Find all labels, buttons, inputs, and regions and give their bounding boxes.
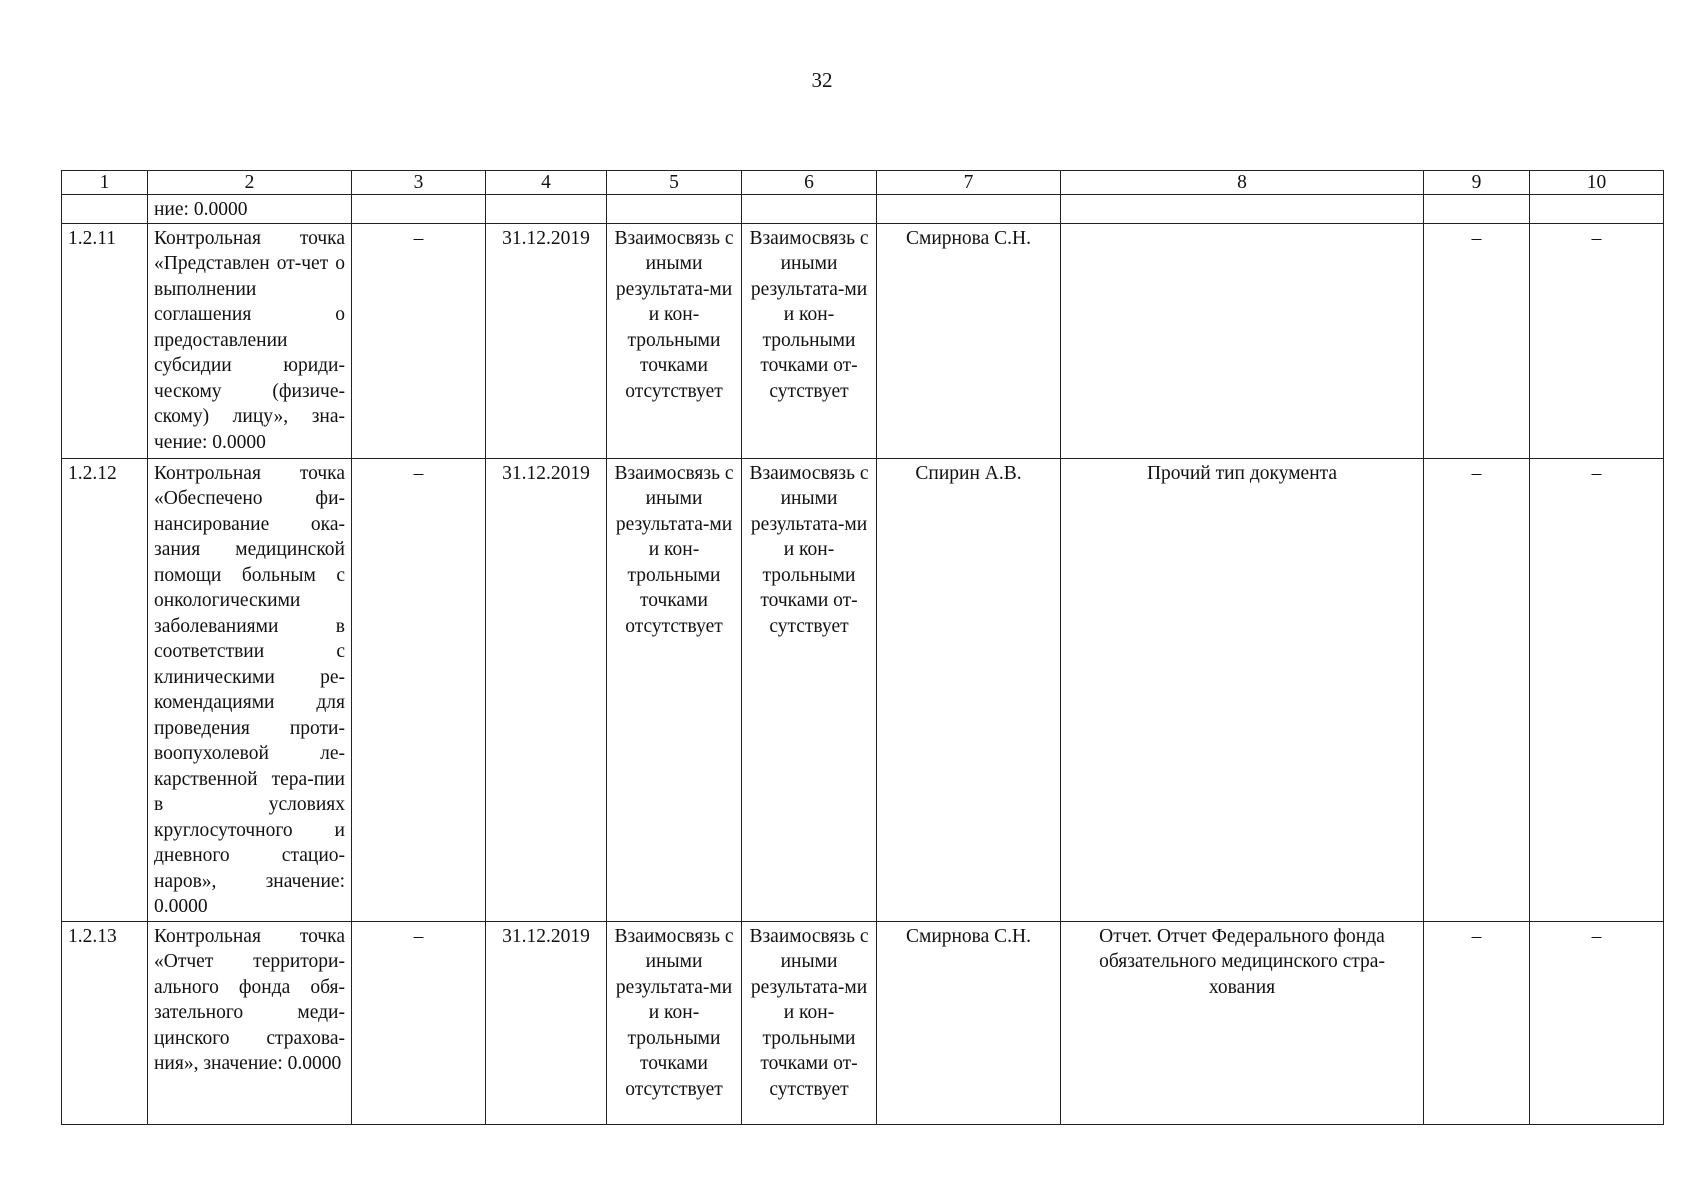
deadline-date: 31.12.2019: [486, 921, 607, 1124]
cell-col9: –: [1424, 223, 1530, 458]
continuation-row: [62, 195, 1664, 224]
control-point-name: Контрольная точка «Отчет территори-ального фонда обя-зательного меди-цинского страхова-ния», значение: 0.0000: [148, 921, 352, 1124]
relation-text: Взаимосвязь с иными результата-ми и кон-трольными точками отсутствует: [607, 458, 742, 921]
responsible-person: Смирнова С.Н.: [877, 223, 1061, 458]
column-number-header-row: [62, 171, 1664, 195]
cell-col10: –: [1530, 223, 1664, 458]
column-header: 1: [62, 171, 148, 195]
relation-text: Взаимосвязь с иными результата-ми и кон-трольными точками отсутствует: [607, 921, 742, 1124]
column-header: 3: [352, 171, 486, 195]
control-point-name: Контрольная точка «Обеспечено фи-нансирование ока-зания медицинской помощи больным с онкологическими заболеваниями в соответствии с клиническими ре-комендациями для проведения проти-воопухолевой ле-карственной тера-пии в условиях круглосуточного и дневного стацио-наров», значение: 0.0000: [148, 458, 352, 921]
cell-col9: –: [1424, 921, 1530, 1124]
document-type: Прочий тип документа: [1061, 458, 1424, 921]
row-number: 1.2.12: [62, 458, 148, 921]
document-type: [1061, 223, 1424, 458]
control-point-name: Контрольная точка «Представлен от-чет о выполнении соглашения о предоставлении субсидии юриди-ческому (физиче-скому) лицу», зна-чение: 0.0000: [148, 223, 352, 458]
column-header: 7: [877, 171, 1061, 195]
column-header: 5: [607, 171, 742, 195]
continuation-text: ние: 0.0000: [148, 195, 352, 224]
column-header: 8: [1061, 171, 1424, 195]
relation-text: Взаимосвязь с иными результата-ми и кон-трольными точками от-сутствует: [742, 223, 877, 458]
column-header: 4: [486, 171, 607, 195]
row-number: 1.2.11: [62, 223, 148, 458]
column-header: 2: [148, 171, 352, 195]
cell-col3: –: [352, 223, 486, 458]
relation-text: Взаимосвязь с иными результата-ми и кон-трольными точками от-сутствует: [742, 921, 877, 1124]
page-number: 32: [811, 68, 833, 92]
cell-col10: –: [1530, 458, 1664, 921]
cell-col3: –: [352, 458, 486, 921]
cell-col3: –: [352, 921, 486, 1124]
table-row: [62, 458, 1664, 921]
deadline-date: 31.12.2019: [486, 223, 607, 458]
responsible-person: Спирин А.В.: [877, 458, 1061, 921]
cell-col10: –: [1530, 921, 1664, 1124]
relation-text: Взаимосвязь с иными результата-ми и кон-трольными точками отсутствует: [607, 223, 742, 458]
table-row: [62, 921, 1664, 1124]
deadline-date: 31.12.2019: [486, 458, 607, 921]
relation-text: Взаимосвязь с иными результата-ми и кон-трольными точками от-сутствует: [742, 458, 877, 921]
control-points-table: [61, 170, 1664, 1125]
row-number: 1.2.13: [62, 921, 148, 1124]
column-header: 6: [742, 171, 877, 195]
responsible-person: Смирнова С.Н.: [877, 921, 1061, 1124]
document-type: Отчет. Отчет Федерального фонда обязательного медицинского стра-хования: [1061, 921, 1424, 1124]
table-row: [62, 223, 1664, 458]
column-header: 10: [1530, 171, 1664, 195]
column-header: 9: [1424, 171, 1530, 195]
cell-col9: –: [1424, 458, 1530, 921]
